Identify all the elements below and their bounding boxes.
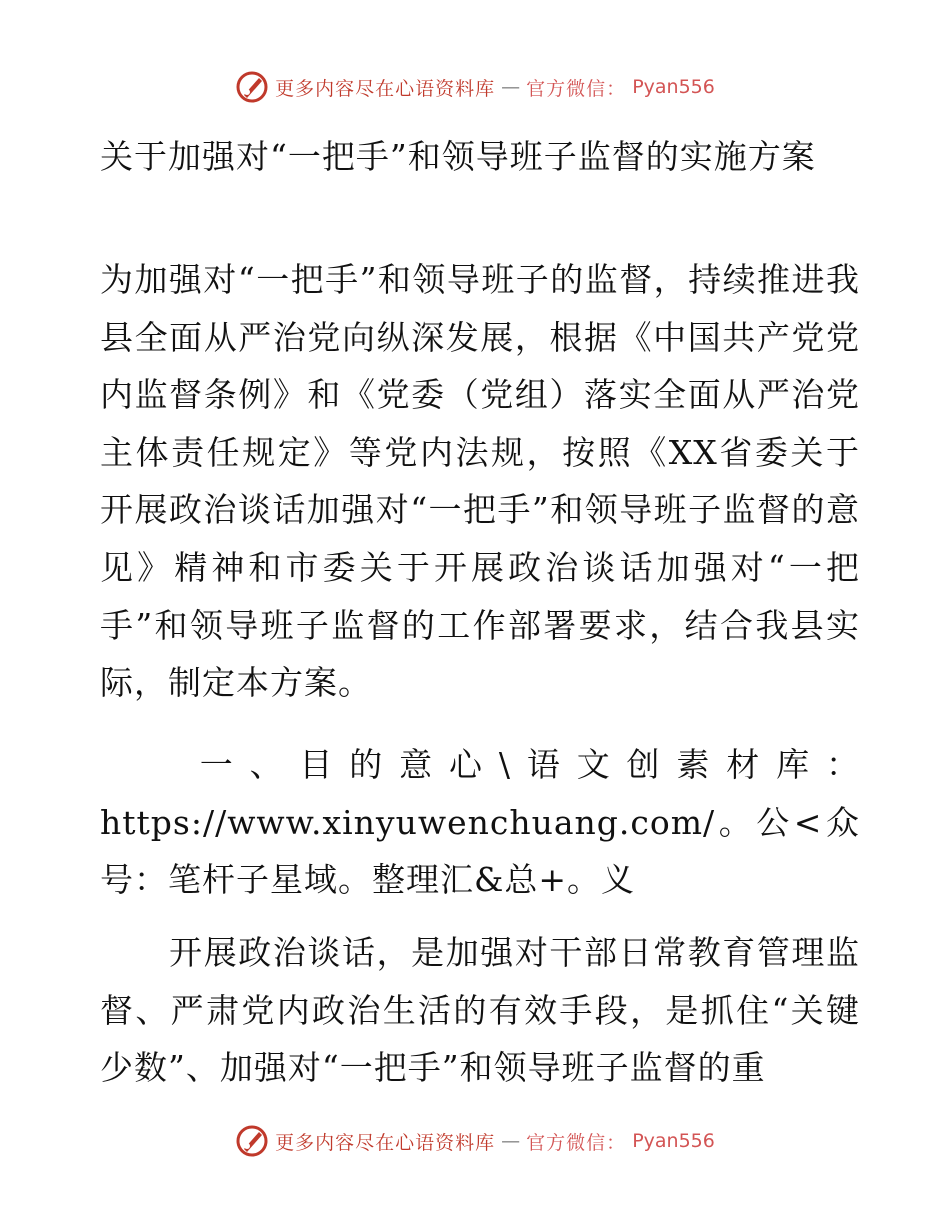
header-dash: — xyxy=(501,76,521,98)
footer-dash: — xyxy=(501,1130,521,1152)
footer-brand-text: 更多内容尽在心语资料库 xyxy=(275,1131,496,1154)
paragraph-intro: 为加强对“一把手”和领导班子的监督，持续推进我县全面从严治党向纵深发展，根据《中国共产党党内监督条例》和《党委（党组）落实全面从严治党主体责任规定》等党内法规，按照《XX省委关于开展政治谈话加强对“一把手”和领导班子监督的意见》精神和市委关于开展政治谈话加强对“一把手”和领导班子监督的工作部署要求，结合我县实际，制定本方案。 xyxy=(100,260,860,703)
pen-circle-logo-icon xyxy=(235,70,269,104)
header-brand-text: 更多内容尽在心语资料库 xyxy=(275,77,496,100)
header-wechat-id: Pyan556 xyxy=(632,76,715,98)
footer-wechat-id: Pyan556 xyxy=(632,1130,715,1152)
header-banner xyxy=(0,70,950,104)
paragraph-section-one: 一、目的意心\语文创素材库：https://www.xinyuwenchuang.com/。公<众号：笔杆子星域。整理汇&总+。义 xyxy=(100,745,860,900)
pen-circle-logo-icon xyxy=(235,1124,269,1158)
paragraph-body: 开展政治谈话，是加强对干部日常教育管理监督、严肃党内政治生活的有效手段，是抓住“关键少数”、加强对“一把手”和领导班子监督的重 xyxy=(100,933,860,1088)
document-title: 关于加强对“一把手”和领导班子监督的实施方案 xyxy=(100,137,816,176)
footer-official-label: 官方微信： xyxy=(526,1131,627,1154)
header-official-label: 官方微信： xyxy=(526,77,627,100)
footer-banner xyxy=(0,1124,950,1158)
